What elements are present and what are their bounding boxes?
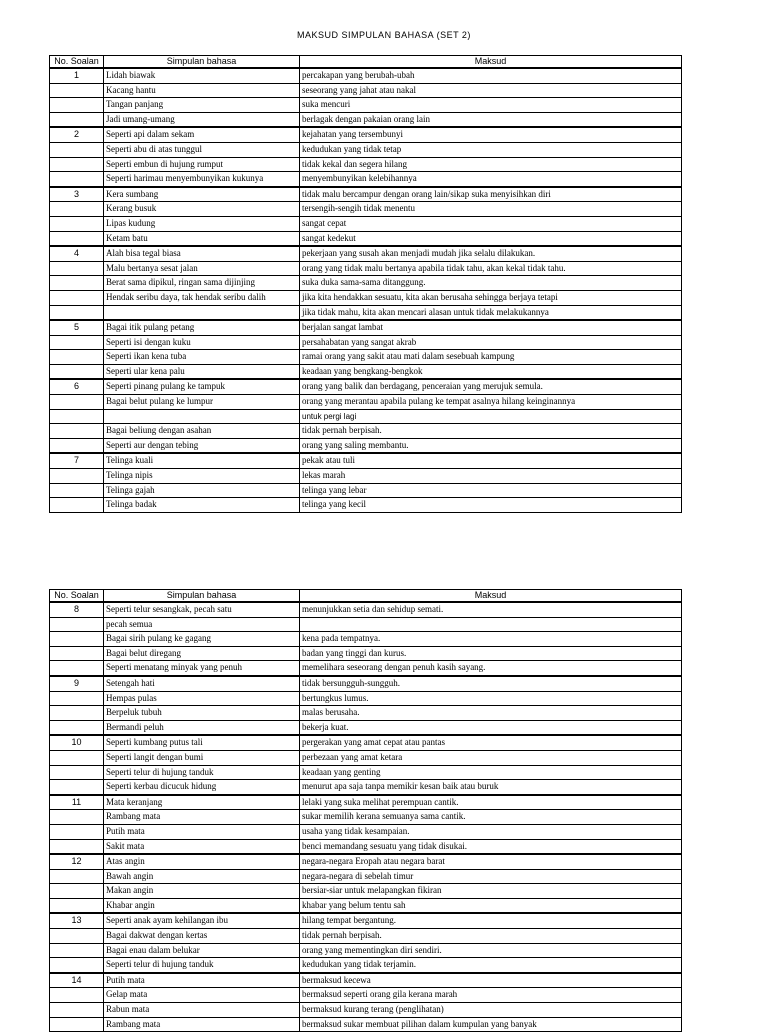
simpulan-cell: Seperti abu di atas tunggul: [104, 142, 300, 157]
maksud-cell: memelihara seseorang dengan penuh kasih sayang.: [300, 661, 682, 676]
table-row: [50, 142, 682, 157]
simpulan-cell: Seperti pinang pulang ke tampuk: [104, 379, 300, 394]
maksud-cell: bersiar-siar untuk melapangkan fikiran: [300, 884, 682, 899]
simpulan-cell: Bermandi peluh: [104, 720, 300, 735]
maksud-cell: tidak pernah berpisah.: [300, 424, 682, 439]
table-row: [50, 913, 682, 928]
table-row: [50, 276, 682, 291]
table-row: [50, 290, 682, 305]
no-soalan-cell: [50, 706, 104, 721]
maksud-cell: pergerakan yang amat cepat atau pantas: [300, 735, 682, 750]
simpulan-cell: Seperti aur dengan tebing: [104, 438, 300, 453]
maksud-cell: bertungkus lumus.: [300, 691, 682, 706]
table-row: [50, 810, 682, 825]
no-soalan-cell: [50, 646, 104, 661]
table-row: [50, 958, 682, 973]
maksud-cell: pekak atau tuli: [300, 453, 682, 468]
maksud-cell: bermaksud kurang terang (penglihatan): [300, 1003, 682, 1018]
no-soalan-cell: [50, 884, 104, 899]
no-soalan-cell: 11: [50, 795, 104, 810]
maksud-cell: usaha yang tidak kesampaian.: [300, 824, 682, 839]
header-maksud: Maksud: [300, 56, 682, 69]
maksud-cell: lelaki yang suka melihat perempuan cantik.: [300, 795, 682, 810]
no-soalan-cell: [50, 290, 104, 305]
table-row: [50, 602, 682, 617]
table-row: [50, 231, 682, 246]
table-row: [50, 988, 682, 1003]
simpulan-cell: Bagai beliung dengan asahan: [104, 424, 300, 439]
no-soalan-cell: 3: [50, 187, 104, 202]
simpulan-cell: Bagai belut diregang: [104, 646, 300, 661]
maksud-cell: ramai orang yang sakit atau mati dalam sesebuah kampung: [300, 350, 682, 365]
simpulan-cell: Seperti menatang minyak yang penuh: [104, 661, 300, 676]
simpulan-cell: Khabar angin: [104, 898, 300, 913]
maksud-cell: kedudukan yang tidak terjamin.: [300, 958, 682, 973]
table-row: [50, 720, 682, 735]
maksud-cell: bekerja kuat.: [300, 720, 682, 735]
no-soalan-cell: [50, 765, 104, 780]
maksud-cell: keadaan yang genting: [300, 765, 682, 780]
table-row: [50, 929, 682, 944]
header-no-soalan: No. Soalan: [50, 590, 104, 603]
no-soalan-cell: 10: [50, 735, 104, 750]
no-soalan-cell: [50, 83, 104, 98]
no-soalan-cell: 12: [50, 854, 104, 869]
table-row: [50, 1017, 682, 1032]
simpulan-cell: Rambang mata: [104, 810, 300, 825]
no-soalan-cell: [50, 691, 104, 706]
header-no-soalan: No. Soalan: [50, 56, 104, 69]
no-soalan-cell: [50, 617, 104, 632]
no-soalan-cell: [50, 1003, 104, 1018]
simpulan-cell: Hendak seribu daya, tak hendak seribu dalih: [104, 290, 300, 305]
no-soalan-cell: 5: [50, 320, 104, 335]
simpulan-cell: Gelap mata: [104, 988, 300, 1003]
maksud-cell: khabar yang belum tentu sah: [300, 898, 682, 913]
no-soalan-cell: 4: [50, 246, 104, 261]
no-soalan-cell: 2: [50, 127, 104, 142]
simpulan-table-1: [49, 55, 682, 513]
no-soalan-cell: [50, 469, 104, 484]
no-soalan-cell: [50, 839, 104, 854]
no-soalan-cell: [50, 661, 104, 676]
simpulan-cell: Bagai sirih pulang ke gagang: [104, 632, 300, 647]
table-row: [50, 795, 682, 810]
table-row: [50, 973, 682, 988]
table-row: [50, 261, 682, 276]
maksud-cell: berlagak dengan pakaian orang lain: [300, 112, 682, 127]
maksud-cell: kejahatan yang tersembunyi: [300, 127, 682, 142]
no-soalan-cell: [50, 424, 104, 439]
no-soalan-cell: [50, 98, 104, 113]
maksud-cell: keadaan yang bengkang-bengkok: [300, 364, 682, 379]
maksud-cell: sangat kedekut: [300, 231, 682, 246]
table-row: [50, 765, 682, 780]
maksud-cell: malas berusaha.: [300, 706, 682, 721]
simpulan-cell: Bagai enau dalam belukar: [104, 943, 300, 958]
maksud-cell: menunjukkan setia dan sehidup semati.: [300, 602, 682, 617]
no-soalan-cell: [50, 898, 104, 913]
simpulan-cell: Malu bertanya sesat jalan: [104, 261, 300, 276]
simpulan-cell: Bagai itik pulang petang: [104, 320, 300, 335]
simpulan-cell: Seperti api dalam sekam: [104, 127, 300, 142]
simpulan-cell: Seperti telur di hujung tanduk: [104, 765, 300, 780]
no-soalan-cell: [50, 498, 104, 513]
simpulan-cell: Kacang hantu: [104, 83, 300, 98]
maksud-cell: suka duka sama-sama ditanggung.: [300, 276, 682, 291]
table-row: [50, 379, 682, 394]
no-soalan-cell: [50, 335, 104, 350]
simpulan-cell: Kerang busuk: [104, 202, 300, 217]
table-row: [50, 127, 682, 142]
maksud-cell: [300, 617, 682, 632]
no-soalan-cell: [50, 780, 104, 795]
table-row: [50, 350, 682, 365]
table-row: [50, 780, 682, 795]
no-soalan-cell: [50, 943, 104, 958]
table-row: [50, 453, 682, 468]
simpulan-cell: Sakit mata: [104, 839, 300, 854]
no-soalan-cell: [50, 202, 104, 217]
table-row: [50, 112, 682, 127]
simpulan-cell: Makan angin: [104, 884, 300, 899]
table-body-2: [50, 602, 682, 1032]
maksud-cell: berjalan sangat lambat: [300, 320, 682, 335]
simpulan-cell: Bagai dakwat dengan kertas: [104, 929, 300, 944]
simpulan-cell: Telinga kuali: [104, 453, 300, 468]
table-row: [50, 676, 682, 691]
maksud-cell: seseorang yang jahat atau nakal: [300, 83, 682, 98]
simpulan-cell: [104, 409, 300, 424]
maksud-cell: benci memandang sesuatu yang tidak disukai.: [300, 839, 682, 854]
maksud-cell: telinga yang kecil: [300, 498, 682, 513]
table-row: [50, 364, 682, 379]
simpulan-cell: Telinga badak: [104, 498, 300, 513]
no-soalan-cell: 13: [50, 913, 104, 928]
simpulan-cell: Seperti ular kena palu: [104, 364, 300, 379]
simpulan-cell: Seperti isi dengan kuku: [104, 335, 300, 350]
no-soalan-cell: [50, 395, 104, 410]
no-soalan-cell: [50, 958, 104, 973]
maksud-cell: kedudukan yang tidak tetap: [300, 142, 682, 157]
simpulan-cell: pecah semua: [104, 617, 300, 632]
maksud-cell: bermaksud kecewa: [300, 973, 682, 988]
no-soalan-cell: [50, 142, 104, 157]
table-row: [50, 854, 682, 869]
table-row: [50, 839, 682, 854]
simpulan-cell: Seperti kumbang putus tali: [104, 735, 300, 750]
simpulan-table-2: [49, 589, 682, 1032]
simpulan-cell: Berpeluk tubuh: [104, 706, 300, 721]
table-row: [50, 884, 682, 899]
table-header-row: [50, 590, 682, 603]
no-soalan-cell: [50, 824, 104, 839]
table-row: [50, 438, 682, 453]
maksud-cell: menurut apa saja tanpa memikir kesan baik atau buruk: [300, 780, 682, 795]
simpulan-cell: Bawah angin: [104, 869, 300, 884]
no-soalan-cell: [50, 305, 104, 320]
simpulan-cell: Lipas kudung: [104, 216, 300, 231]
maksud-cell: tersengih-sengih tidak menentu: [300, 202, 682, 217]
maksud-cell: bermaksud seperti orang gila kerana marah: [300, 988, 682, 1003]
no-soalan-cell: [50, 261, 104, 276]
no-soalan-cell: [50, 810, 104, 825]
table-row: [50, 469, 682, 484]
table-row: [50, 68, 682, 83]
table-row: [50, 83, 682, 98]
maksud-cell: tidak malu bercampur dengan orang lain/sikap suka menyisihkan diri: [300, 187, 682, 202]
no-soalan-cell: [50, 720, 104, 735]
no-soalan-cell: 9: [50, 676, 104, 691]
maksud-cell: suka mencuri: [300, 98, 682, 113]
maksud-cell: hilang tempat bergantung.: [300, 913, 682, 928]
simpulan-cell: Tangan panjang: [104, 98, 300, 113]
table-row: [50, 898, 682, 913]
table-row: [50, 646, 682, 661]
table-row: [50, 943, 682, 958]
no-soalan-cell: [50, 276, 104, 291]
maksud-cell: orang yang tidak malu bertanya apabila tidak tahu, akan kekal tidak tahu.: [300, 261, 682, 276]
table-row: [50, 216, 682, 231]
maksud-cell: tidak bersungguh-sungguh.: [300, 676, 682, 691]
simpulan-cell: Telinga gajah: [104, 483, 300, 498]
no-soalan-cell: [50, 869, 104, 884]
no-soalan-cell: [50, 483, 104, 498]
no-soalan-cell: [50, 112, 104, 127]
maksud-cell: jika kita hendakkan sesuatu, kita akan berusaha sehingga berjaya tetapi: [300, 290, 682, 305]
maksud-cell: orang yang mementingkan diri sendiri.: [300, 943, 682, 958]
maksud-cell: lekas marah: [300, 469, 682, 484]
no-soalan-cell: [50, 364, 104, 379]
no-soalan-cell: [50, 1017, 104, 1032]
no-soalan-cell: 7: [50, 453, 104, 468]
table-row: [50, 320, 682, 335]
simpulan-cell: Seperti kerbau dicucuk hidung: [104, 780, 300, 795]
maksud-cell: bermaksud sukar membuat pilihan dalam kumpulan yang banyak: [300, 1017, 682, 1032]
no-soalan-cell: [50, 438, 104, 453]
simpulan-cell: Alah bisa tegal biasa: [104, 246, 300, 261]
table-row: [50, 1003, 682, 1018]
header-maksud: Maksud: [300, 590, 682, 603]
table-row: [50, 98, 682, 113]
simpulan-cell: Hempas pulas: [104, 691, 300, 706]
simpulan-cell: Seperti langit dengan bumi: [104, 750, 300, 765]
table-row: [50, 246, 682, 261]
no-soalan-cell: [50, 988, 104, 1003]
simpulan-cell: Berat sama dipikul, ringan sama dijinjing: [104, 276, 300, 291]
table-row: [50, 617, 682, 632]
maksud-cell: telinga yang lebar: [300, 483, 682, 498]
table-row: [50, 750, 682, 765]
no-soalan-cell: [50, 231, 104, 246]
no-soalan-cell: [50, 172, 104, 187]
simpulan-cell: Seperti ikan kena tuba: [104, 350, 300, 365]
maksud-cell: kena pada tempatnya.: [300, 632, 682, 647]
table-row: [50, 632, 682, 647]
maksud-cell: persahabatan yang sangat akrab: [300, 335, 682, 350]
table-row: [50, 498, 682, 513]
simpulan-cell: Rabun mata: [104, 1003, 300, 1018]
no-soalan-cell: [50, 750, 104, 765]
document-title: MAKSUD SIMPULAN BAHASA (SET 2): [297, 30, 471, 40]
table-row: [50, 706, 682, 721]
simpulan-cell: Mata keranjang: [104, 795, 300, 810]
simpulan-cell: Seperti anak ayam kehilangan ibu: [104, 913, 300, 928]
simpulan-cell: Jadi umang-umang: [104, 112, 300, 127]
table-row: [50, 409, 682, 424]
simpulan-cell: Bagai belut pulang ke lumpur: [104, 395, 300, 410]
table-row: [50, 824, 682, 839]
no-soalan-cell: [50, 409, 104, 424]
maksud-cell: jika tidak mahu, kita akan mencari alasan untuk tidak melakukannya: [300, 305, 682, 320]
maksud-cell: pekerjaan yang susah akan menjadi mudah jika selalu dilakukan.: [300, 246, 682, 261]
table-row: [50, 305, 682, 320]
maksud-cell: orang yang balik dan berdagang, penceraian yang merujuk semula.: [300, 379, 682, 394]
table-row: [50, 869, 682, 884]
no-soalan-cell: 8: [50, 602, 104, 617]
table-row: [50, 661, 682, 676]
table-row: [50, 483, 682, 498]
table-header-row: [50, 56, 682, 69]
maksud-cell: orang yang saling membantu.: [300, 438, 682, 453]
no-soalan-cell: 6: [50, 379, 104, 394]
table-row: [50, 202, 682, 217]
table-row: [50, 424, 682, 439]
table-row: [50, 157, 682, 172]
no-soalan-cell: [50, 929, 104, 944]
table-body-1: [50, 68, 682, 512]
simpulan-cell: Seperti embun di hujung rumput: [104, 157, 300, 172]
maksud-cell: negara-negara Eropah atau negara barat: [300, 854, 682, 869]
no-soalan-cell: 14: [50, 973, 104, 988]
header-simpulan-bahasa: Simpulan bahasa: [104, 590, 300, 603]
maksud-cell: sukar memilih kerana semuanya sama cantik.: [300, 810, 682, 825]
simpulan-cell: Seperti telur di hujung tanduk: [104, 958, 300, 973]
maksud-cell: tidak kekal dan segera hilang: [300, 157, 682, 172]
simpulan-cell: Putih mata: [104, 973, 300, 988]
maksud-cell: menyembunyikan kelebihannya: [300, 172, 682, 187]
table-row: [50, 395, 682, 410]
header-simpulan-bahasa: Simpulan bahasa: [104, 56, 300, 69]
maksud-cell: badan yang tinggi dan kurus.: [300, 646, 682, 661]
simpulan-cell: Kera sumbang: [104, 187, 300, 202]
simpulan-cell: Setengah hati: [104, 676, 300, 691]
maksud-cell: orang yang merantau apabila pulang ke tempat asalnya hilang keinginannya: [300, 395, 682, 410]
simpulan-cell: Putih mata: [104, 824, 300, 839]
simpulan-cell: Atas angin: [104, 854, 300, 869]
table-row: [50, 187, 682, 202]
simpulan-cell: Ketam batu: [104, 231, 300, 246]
no-soalan-cell: [50, 216, 104, 231]
simpulan-cell: Seperti telur sesangkak, pecah satu: [104, 602, 300, 617]
table-row: [50, 735, 682, 750]
no-soalan-cell: [50, 350, 104, 365]
simpulan-cell: Lidah biawak: [104, 68, 300, 83]
simpulan-cell: Telinga nipis: [104, 469, 300, 484]
table-row: [50, 172, 682, 187]
maksud-cell: untuk pergi lagi: [300, 409, 682, 424]
simpulan-cell: Seperti harimau menyembunyikan kukunya: [104, 172, 300, 187]
maksud-cell: percakapan yang berubah-ubah: [300, 68, 682, 83]
no-soalan-cell: [50, 632, 104, 647]
simpulan-cell: [104, 305, 300, 320]
simpulan-cell: Rambang mata: [104, 1017, 300, 1032]
maksud-cell: sangat cepat: [300, 216, 682, 231]
table-row: [50, 335, 682, 350]
maksud-cell: perbezaan yang amat ketara: [300, 750, 682, 765]
table-row: [50, 691, 682, 706]
no-soalan-cell: [50, 157, 104, 172]
maksud-cell: tidak pernah berpisah.: [300, 929, 682, 944]
no-soalan-cell: 1: [50, 68, 104, 83]
maksud-cell: negara-negara di sebelah timur: [300, 869, 682, 884]
